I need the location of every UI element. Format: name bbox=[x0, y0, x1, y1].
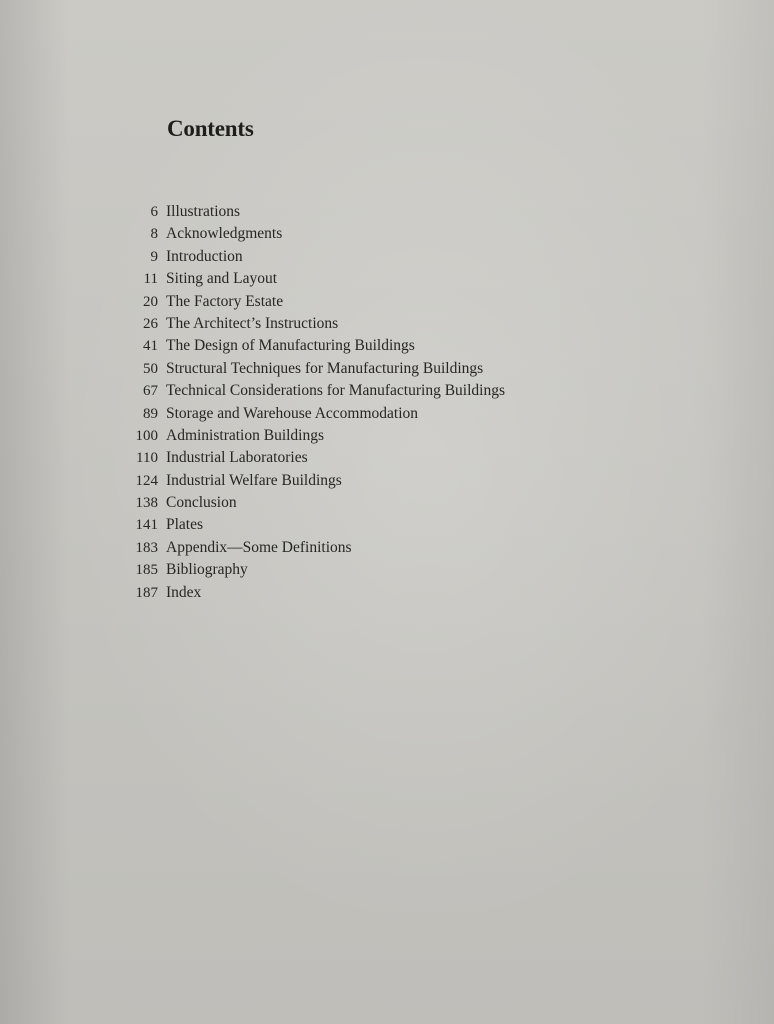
toc-title: Index bbox=[166, 583, 202, 601]
toc-page-number: 9 bbox=[150, 248, 158, 265]
toc-page-number: 50 bbox=[143, 360, 158, 377]
toc-page-number: 8 bbox=[150, 226, 158, 243]
toc-page-number: 141 bbox=[135, 517, 158, 534]
toc-title: The Factory Estate bbox=[166, 292, 284, 310]
toc-entry bbox=[120, 449, 505, 471]
toc-page-number: 124 bbox=[135, 472, 158, 489]
toc-page-number: 6 bbox=[150, 204, 158, 220]
toc-entry bbox=[120, 382, 505, 404]
toc-title: Industrial Laboratories bbox=[166, 449, 308, 467]
toc-entry bbox=[120, 337, 505, 359]
toc-entry bbox=[120, 494, 505, 516]
toc-title: Storage and Warehouse Accommodation bbox=[166, 404, 418, 422]
toc-title: Administration Buildings bbox=[166, 426, 325, 444]
toc-page-number: 110 bbox=[136, 450, 158, 467]
toc-page-number: 183 bbox=[135, 539, 158, 556]
toc-page-number: 185 bbox=[135, 562, 158, 579]
toc-title: Bibliography bbox=[166, 561, 248, 579]
toc-title: The Design of Manufacturing Buildings bbox=[166, 337, 415, 355]
toc-page-number: 89 bbox=[143, 405, 158, 422]
toc-title: Illustrations bbox=[166, 203, 241, 220]
toc-entry bbox=[120, 248, 505, 270]
toc-entry bbox=[120, 516, 505, 538]
toc-title: Conclusion bbox=[166, 494, 237, 512]
toc-entry bbox=[120, 360, 505, 382]
toc-title: Acknowledgments bbox=[166, 225, 283, 243]
toc-page-number: 100 bbox=[135, 427, 158, 444]
toc-entry bbox=[120, 293, 505, 315]
toc-title: Siting and Layout bbox=[166, 270, 278, 288]
toc-title: Introduction bbox=[166, 247, 243, 265]
toc-entry bbox=[120, 427, 505, 449]
toc-title: Structural Techniques for Manufacturing Buildings bbox=[166, 359, 484, 377]
toc-page-number: 67 bbox=[143, 383, 158, 400]
toc-entry bbox=[120, 203, 505, 225]
toc-title: Industrial Welfare Buildings bbox=[166, 471, 342, 489]
toc-entry bbox=[120, 315, 505, 337]
toc-title: The Architect’s Instructions bbox=[166, 314, 339, 332]
toc-entry bbox=[120, 270, 505, 292]
table-of-contents bbox=[120, 203, 505, 606]
toc-page-number: 20 bbox=[143, 293, 158, 310]
toc-entry bbox=[120, 539, 505, 561]
toc-entry bbox=[120, 584, 505, 606]
toc-page-number: 138 bbox=[135, 495, 158, 512]
toc-title: Appendix—Some Definitions bbox=[166, 538, 352, 556]
toc-page-number: 11 bbox=[143, 271, 158, 288]
toc-entry bbox=[120, 472, 505, 494]
toc-page-number: 26 bbox=[143, 315, 158, 332]
toc-entry bbox=[120, 561, 505, 583]
toc-entry bbox=[120, 405, 505, 427]
toc-entry bbox=[120, 225, 505, 247]
toc-page-number: 41 bbox=[143, 338, 158, 355]
toc-title: Technical Considerations for Manufacturing Buildings bbox=[166, 382, 505, 400]
toc-title: Plates bbox=[166, 516, 204, 534]
page-title: Contents bbox=[167, 116, 254, 141]
toc-page-number: 187 bbox=[135, 584, 158, 601]
